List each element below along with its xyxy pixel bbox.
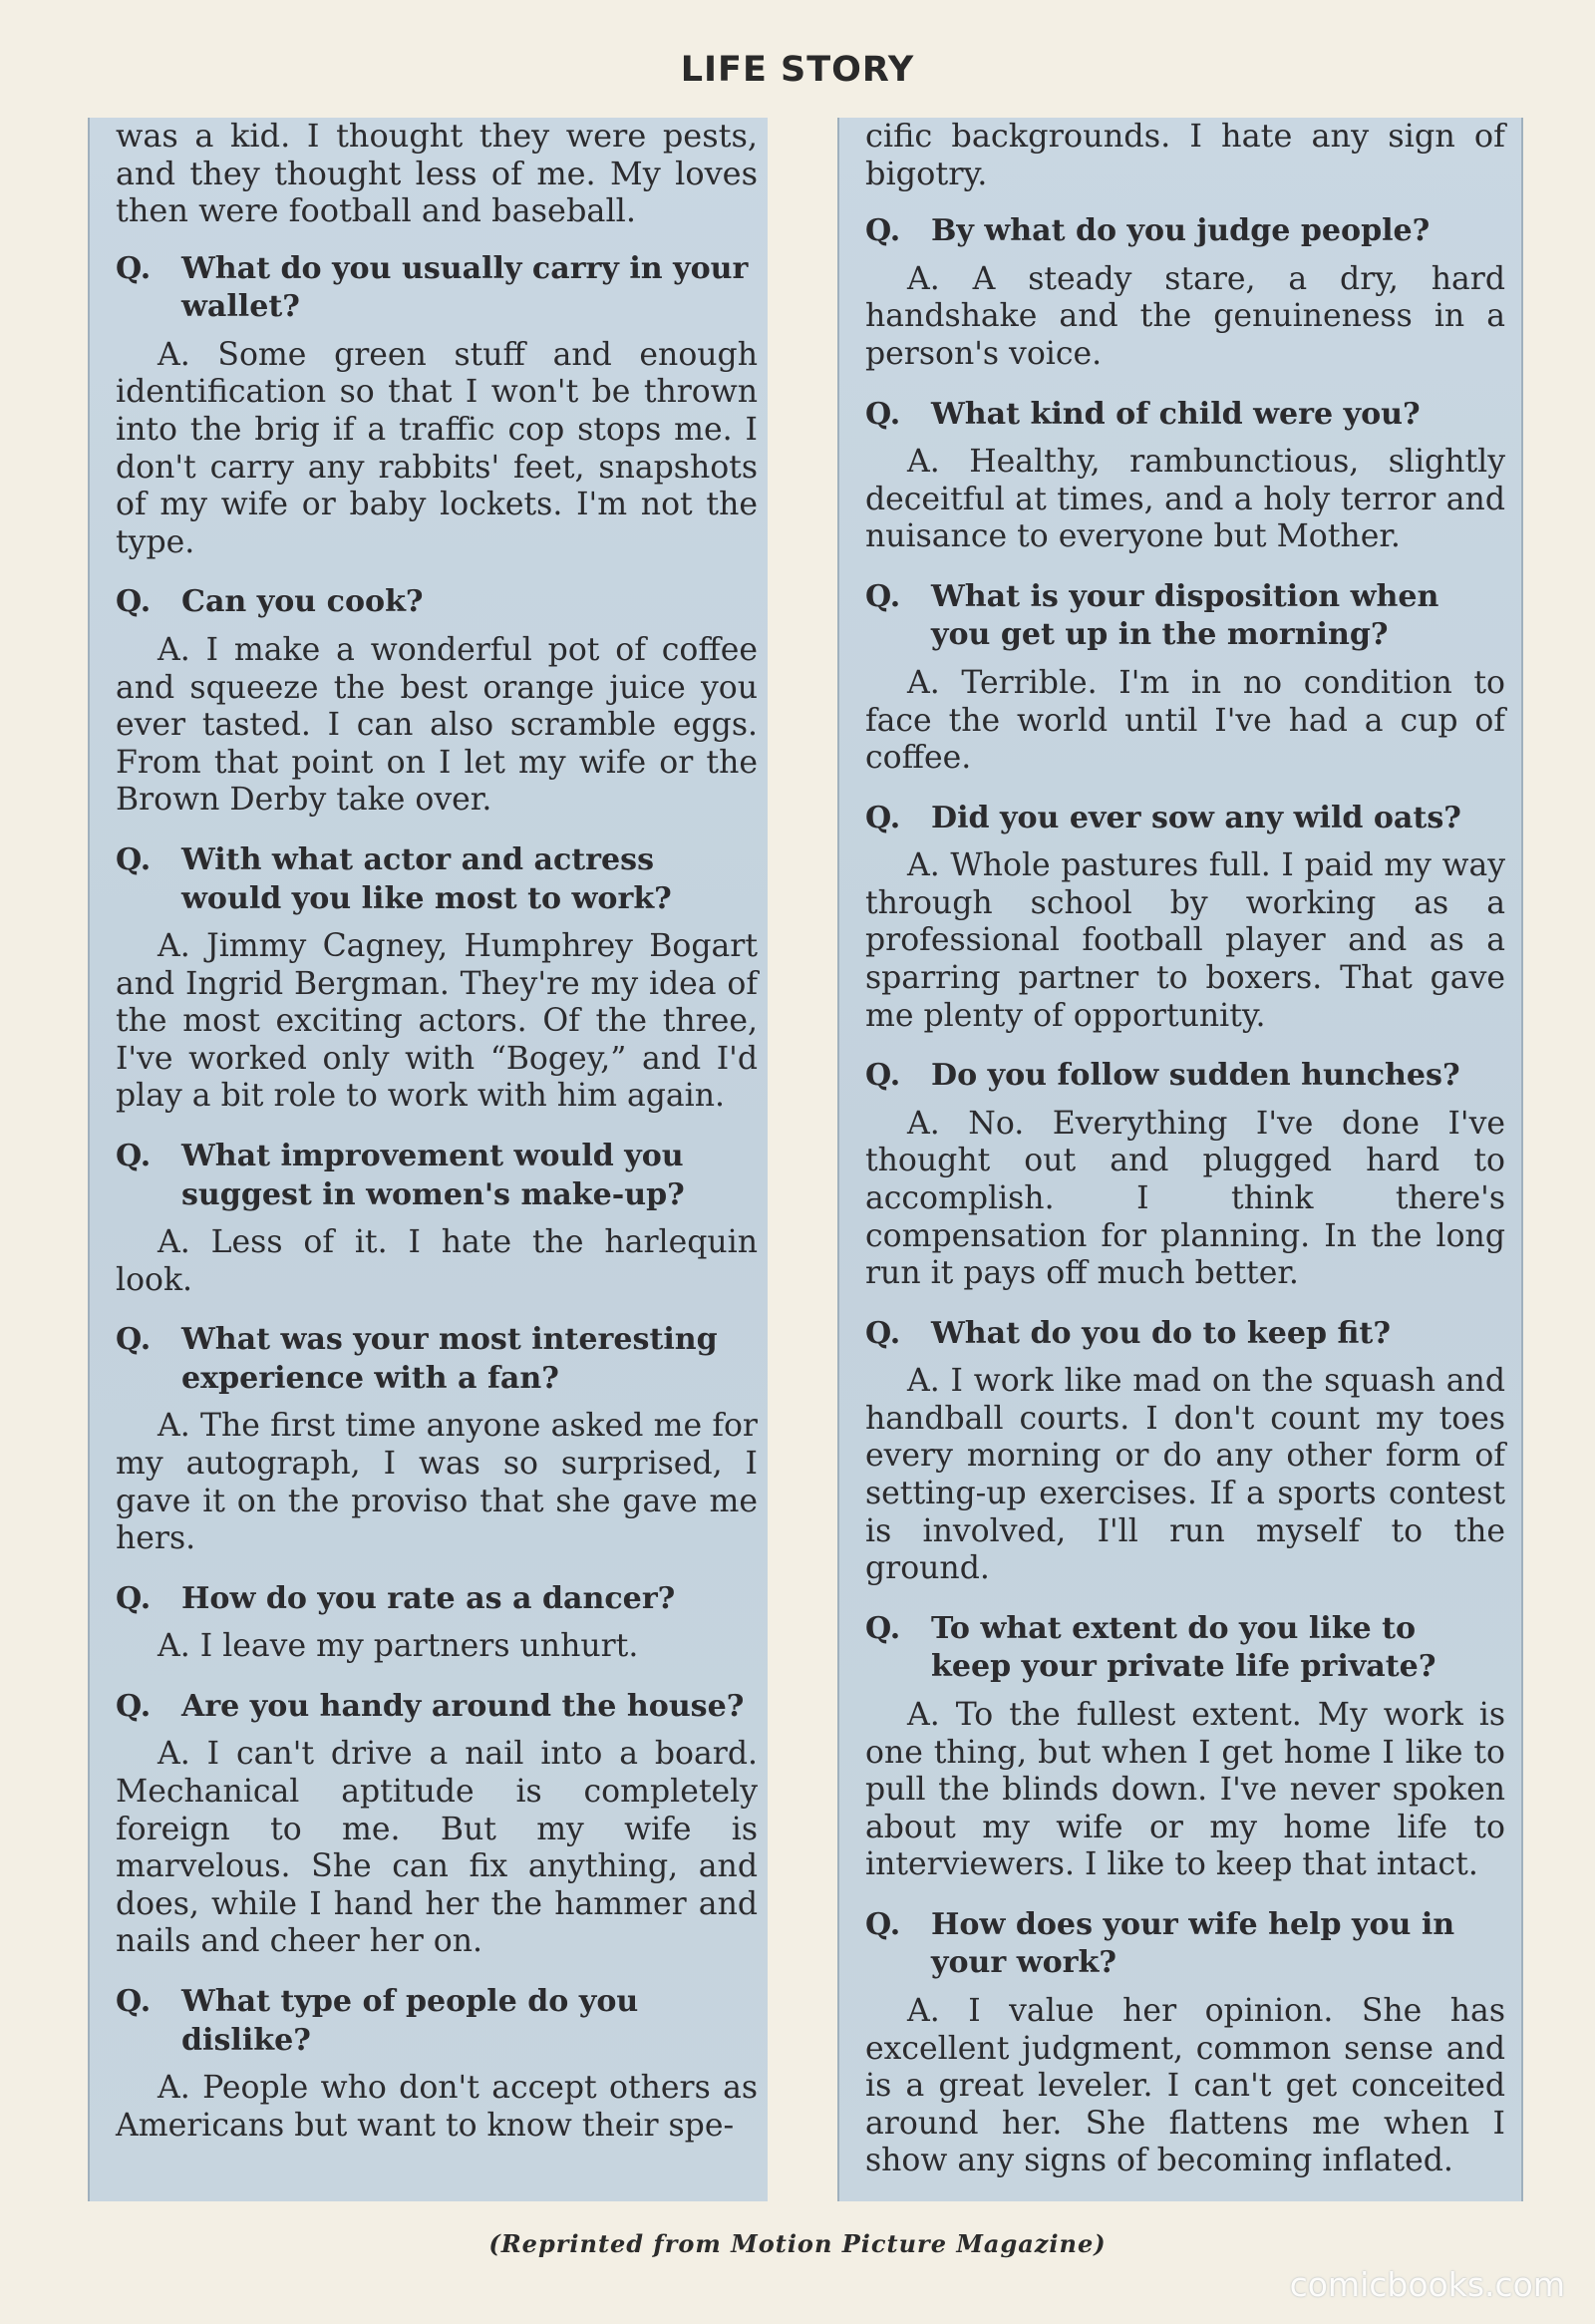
question-text: Are you handy around the house? (181, 1688, 745, 1724)
answer-label: A. (907, 664, 940, 701)
question (865, 578, 1505, 655)
answer-text: I make a wonderful pot of coffee and squeeze the best orange juice you ever tasted. I can also scramble eggs. From that point on I let my wife or the Brown Derby take over. (116, 631, 758, 819)
answer (116, 1224, 758, 1299)
question-text: Do you follow sudden hunches? (931, 1058, 1460, 1094)
question (116, 583, 758, 622)
answer-label: A. (158, 631, 190, 668)
qa-item (865, 800, 1505, 1036)
answer-text: No. Everything I've done I've thought out and plugged hard to accomplish. I think there's compensation for planning. In the long run it pays off much better. (865, 1105, 1505, 1292)
answer-label: A. (907, 1993, 940, 2030)
question-text: What improvement would you suggest in women's make-up? (181, 1139, 685, 1212)
answer-label: A. (158, 1628, 190, 1665)
question-text: By what do you judge people? (931, 213, 1431, 249)
answer-text: I leave my partners unhurt. (199, 1628, 639, 1665)
answer-text: The first time anyone asked me for my autograph, I was so surprised, I gave it on the proviso that she gave me hers. (116, 1408, 758, 1557)
question-text: What do you do to keep fit? (931, 1315, 1391, 1351)
qa-item (116, 583, 758, 820)
qa-item (116, 1580, 758, 1666)
question-text: Did you ever sow any wild oats? (931, 800, 1461, 835)
intro-paragraph: was a kid. I thought they were pests, and they thought less of me. My loves then were football and baseball. (116, 118, 758, 230)
reprint-credit: (Reprinted from Motion Picture Magazine) (488, 2229, 1107, 2258)
answer-label: A. (158, 928, 190, 965)
qa-item (116, 1138, 758, 1299)
question-label: Q. (865, 1058, 901, 1094)
answer (865, 261, 1505, 374)
question-label: Q. (116, 1688, 152, 1724)
right-column (837, 118, 1523, 2201)
answer-text: People who don't accept others as Americans but want to know their spe- (116, 2070, 758, 2144)
answer-text: Healthy, rambunctious, slightly deceitful at times, and a holy terror and nuisance to everyone but Mother. (865, 444, 1505, 555)
question-label: Q. (116, 250, 152, 286)
answer-text: I work like mad on the squash and handball courts. I don't count my toes every morning or do any other form of setting-up exercises. If a sports contest is involved, I'll run myself to the ground. (865, 1363, 1505, 1587)
answer (116, 2070, 758, 2145)
question (116, 1983, 758, 2060)
answer (116, 337, 758, 562)
answer (865, 1363, 1505, 1588)
question-text: What type of people do you dislike? (181, 1984, 639, 2058)
question (116, 841, 758, 918)
question-label: Q. (865, 1610, 901, 1646)
answer (116, 632, 758, 820)
question (865, 1906, 1505, 1983)
qa-item (865, 1610, 1505, 1884)
question-text: What is your disposition when you get up in the morning? (931, 578, 1439, 653)
question-text: To what extent do you like to keep your private life private? (931, 1610, 1436, 1685)
qa-item (865, 1057, 1505, 1293)
continued-paragraph: cific backgrounds. I hate any sign of bigotry. (865, 118, 1505, 192)
qa-item (116, 1321, 758, 1557)
question-label: Q. (865, 213, 901, 249)
answer-label: A. (158, 2070, 190, 2107)
answer (116, 1628, 758, 1666)
watermark: comicbooks.com (1289, 2265, 1565, 2304)
question-text: What kind of child were you? (931, 396, 1421, 432)
question (865, 1057, 1505, 1096)
qa-item (116, 1983, 758, 2145)
question-label: Q. (116, 1580, 152, 1616)
answer-text: A steady stare, a dry, hard handshake and the genuineness in a person's voice. (865, 260, 1505, 372)
qa-item (865, 578, 1505, 778)
question-text: What do you usually carry in your wallet? (181, 250, 749, 325)
qa-item (865, 212, 1505, 373)
question (116, 250, 758, 327)
left-column (88, 118, 768, 2201)
answer-text: Some green stuff and enough identification so that I won't be thrown into the brig if a traffic cop stops me. I don't carry any rabbits' feet, snapshots of my wife or baby lockets. I'm not the type. (116, 336, 758, 560)
answer-label: A. (907, 1696, 940, 1733)
question-label: Q. (116, 1322, 152, 1358)
question (865, 800, 1505, 838)
question-label: Q. (116, 584, 152, 620)
question-text: Can you cook? (181, 584, 424, 620)
answer-label: A. (907, 1363, 940, 1400)
qa-item (116, 1688, 758, 1961)
question-label: Q. (116, 1139, 152, 1174)
answer-label: A. (907, 444, 940, 481)
answer-label: A. (158, 1408, 190, 1445)
answer-text: Whole pastures full. I paid my way through school by working as a professional football player and as a sparring partner to boxers. That gave me plenty of opportunity. (865, 847, 1505, 1034)
question (116, 1580, 758, 1619)
answer (865, 1993, 1505, 2180)
question (116, 1138, 758, 1214)
question-label: Q. (116, 1984, 152, 2020)
question (865, 212, 1505, 251)
question (865, 1610, 1505, 1687)
answer-label: A. (158, 1736, 190, 1773)
answer-label: A. (158, 336, 190, 373)
question-label: Q. (865, 800, 901, 835)
question-label: Q. (865, 1315, 901, 1351)
answer-text: I can't drive a nail into a board. Mechanical aptitude is completely foreign to me. But my wife is marvelous. She can fix anything, and does, while I hand her the hammer and nails and cheer her on. (116, 1736, 758, 1960)
answer-label: A. (158, 1224, 190, 1261)
page-title: LIFE STORY (680, 50, 915, 90)
question-text: With what actor and actress would you like most to work? (181, 841, 672, 916)
answer-text: Less of it. I hate the harlequin look. (116, 1224, 759, 1298)
qa-item (865, 396, 1505, 556)
answer (865, 1106, 1505, 1293)
question-text: How does your wife help you in your work? (931, 1906, 1455, 1981)
question-label: Q. (865, 1906, 901, 1942)
question-label: Q. (116, 841, 152, 877)
question-text: How do you rate as a dancer? (181, 1580, 676, 1616)
answer (865, 847, 1505, 1035)
question (865, 396, 1505, 435)
answer (116, 928, 758, 1116)
answer-label: A. (907, 1105, 940, 1142)
answer (865, 1697, 1505, 1884)
answer-text: I value her opinion. She has excellent judgment, common sense and is a great leveler. I can't get conceited around her. She flattens me when I show any signs of becoming inflated. (865, 1993, 1505, 2179)
answer (116, 1408, 758, 1557)
answer-label: A. (907, 260, 940, 297)
question-label: Q. (865, 578, 901, 614)
answer-text: To the fullest extent. My work is one thing, but when I get home I like to pull the blinds down. I've never spoken about my wife or my home life to interviewers. I like to keep that intact. (865, 1696, 1505, 1883)
answer (865, 444, 1505, 556)
answer (865, 665, 1505, 778)
question (865, 1315, 1505, 1354)
answer-label: A. (907, 847, 940, 884)
qa-item (116, 841, 758, 1116)
answer (116, 1736, 758, 1961)
qa-item (116, 250, 758, 562)
answer-text: Jimmy Cagney, Humphrey Bogart and Ingrid Bergman. They're my idea of the most exciting actors. Of the three, I've worked only with “Bogey,” and I'd play a bit role to work with him again. (116, 928, 758, 1115)
question (116, 1321, 758, 1398)
question-label: Q. (865, 396, 901, 432)
answer-text: Terrible. I'm in no condition to face the world until I've had a cup of coffee. (865, 664, 1505, 777)
qa-item (865, 1315, 1505, 1588)
qa-item (865, 1906, 1505, 2180)
question-text: What was your most interesting experience with a fan? (181, 1322, 718, 1396)
question (116, 1688, 758, 1727)
